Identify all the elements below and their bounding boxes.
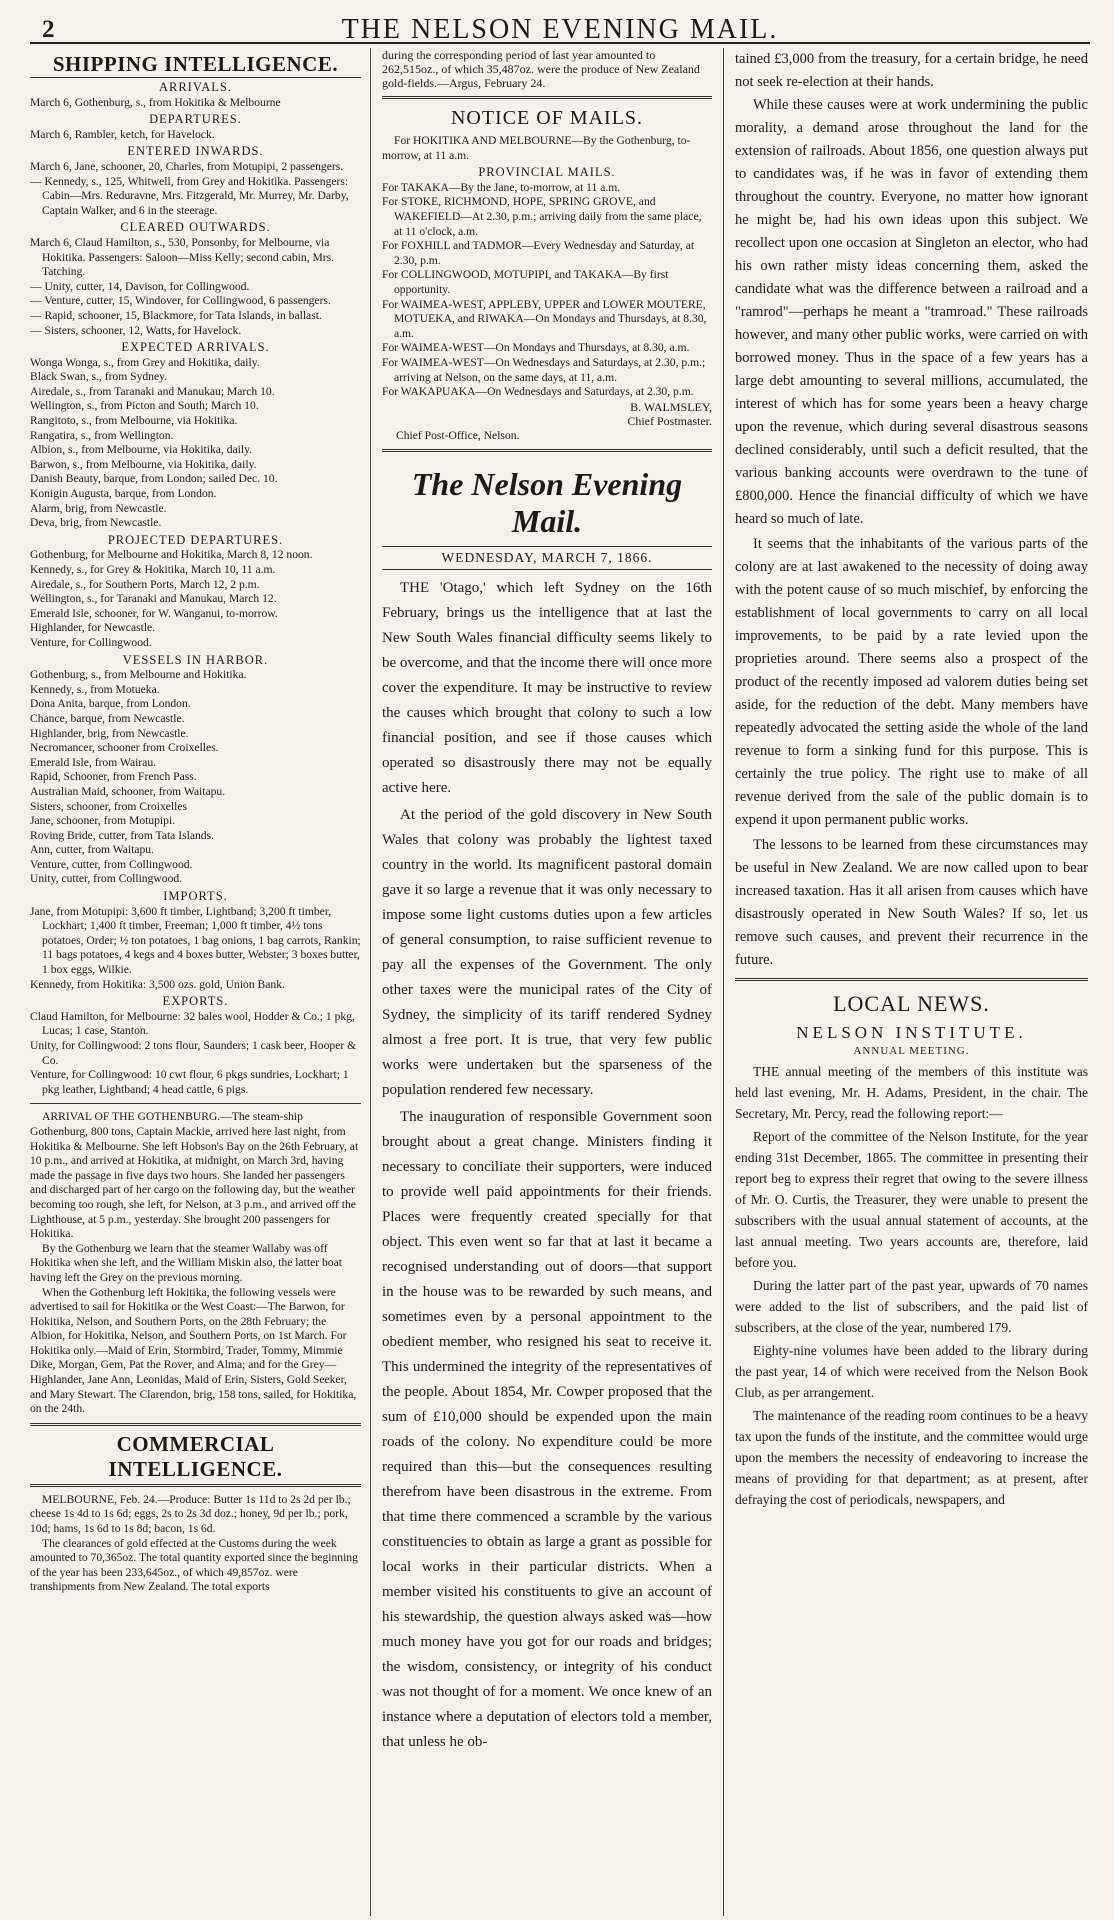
expected-entry: Barwon, s., from Melbourne, via Hokitika, daily. [30,457,257,471]
import-entry: Kennedy, from Hokitika: 3,500 ozs. gold, Union Bank. [30,977,285,991]
expected-entry: Rangitoto, s., from Melbourne, via Hokitika. [30,414,238,428]
imports-head: IMPORTS. [163,889,228,904]
expected-entry: Wonga Wonga, s., from Grey and Hokitika, daily. [30,355,260,369]
vessel-entry: Gothenburg, s., from Melbourne and Hokitika. [30,668,247,682]
shipping-title: SHIPPING INTELLIGENCE. [30,52,361,78]
vessel-entry: Highlander, brig, from Newcastle. [30,726,189,740]
gothenburg-arrival-paragraph: ARRIVAL OF THE GOTHENBURG.—The steam-ship Gothenburg, 800 tons, Captain Mackie, arrived here last night, from Hokitika & Melbourne. She left Hobson's Bay on the 26th February, at 10 p.m., and arrived at Hokitika, at midnight, on March 3rd, having made the passage in five days two hours. She landed her passengers and discharged part of her cargo on the following day, but the weather becoming too rough, she left, for Nelson, at 3 p.m., and arrived off the Lighthouse, at 5 p.m., yesterday. She brought 200 passengers for Hokitika. [30,1110,359,1241]
melbourne-produce-paragraph: MELBOURNE, Feb. 24.—Produce: Butter 1s 11d to 2s 2d per lb.; cheese 1s 4d to 1s 6d; eggs, 2s to 2s 3d doz.; honey, 9d per lb.; pork, 10d; hams, 1s 6d to 1s 8d; bacon, 1s 6d. [30,1492,351,1536]
vessels-head: VESSELS IN HARBOR. [122,652,269,667]
page-number: 2 [42,16,55,43]
provincial-mails-head: PROVINCIAL MAILS. [478,165,616,180]
export-entry: Claud Hamilton, for Melbourne: 32 bales wool, Hodder & Co.; 1 pkg, Lucas; 1 case, Stanton. [30,1009,355,1038]
editorial-paragraph: It seems that the inhabitants of the various parts of the colony are at last awakened to the necessity of doing away with the potent cause of so much mischief, by enforcing the establishment of local governments to carry on all local improvements, to be paid by a rate levied upon the proprieties around. There seems also a prospect of the product of the recently imposed ad valorem duties being set aside, for the reduction of the debt. Many members have repeatedly advocated the setting aside the whole of the land revenue to form a sinking fund for this purpose. This is certainly the true policy. The right use to make of all revenue derived from the sale of the public domain is to expend it upon permanent public works. [735,536,1088,828]
entered-entry: March 6, Jane, schooner, 20, Charles, from Motupipi, 2 passengers. [30,159,344,173]
editorial-paragraph: At the period of the gold discovery in New South Wales that colony was probably the lightest taxed country in the world. Its magnificent pastoral domain gave it so large a revenue that it was only necessary to impose some light customs duties upon a few articles of general consumption, to raise sufficient revenue to pay all the expenses of the Government. The only other taxes were the municipal rates of the City of Sydney, the simplicity of its tariff rendered Sydney almost a free port. It is true, that very few public works were undertaken but the sparseness of the population rendered few necessary. [382,807,712,1099]
vessel-entry: Australian Maid, schooner, from Waitapu. [30,784,226,798]
institute-title: NELSON INSTITUTE. [796,1023,1027,1042]
arrivals-head: ARRIVALS. [158,80,233,94]
projected-head: PROJECTED DEPARTURES. [107,532,284,547]
import-entry: Jane, from Motupipi: 3,600 ft timber, Lightband; 3,200 ft timber, Lockhart; 1,400 ft timber, Freeman; 1,000 ft timber, 4½ tons potatoes, Order; ½ ton potatoes, 1 bag onions, 1 bag carrots, Rankin; 11 bags potatoes, 4 kegs and 4 boxes butter, Webster; 3 boxes butter, 1 box eggs, Wilkie. [30,904,361,977]
projected-entry: Venture, for Collingwood. [30,635,152,649]
expected-entry: Airedale, s., from Taranaki and Manukau; March 10. [30,384,275,398]
local-news-title: LOCAL NEWS. [833,991,990,1016]
export-entry: Unity, for Collingwood: 2 tons flour, Saunders; 1 cask beer, Hooper & Co. [30,1039,357,1067]
expected-entry: Deva, brig, from Newcastle. [30,516,162,530]
cleared-entry: — Rapid, schooner, 15, Blackmore, for Tata Islands, in ballast. [30,308,322,322]
mail-entry: For STOKE, RICHMOND, HOPE, SPRING GROVE, and WAKEFIELD—At 2.30, p.m.; arriving daily from the same place, at 11 o'clock, a.m. [382,195,702,238]
vessel-entry: Roving Bride, cutter, from Tata Islands. [30,828,214,842]
cleared-entry: — Unity, cutter, 14, Davison, for Collingwood. [30,279,250,293]
dateline: WEDNESDAY, MARCH 7, 1866. [382,546,712,570]
vessel-entry: Dona Anita, barque, from London. [30,697,191,711]
export-entry: Venture, for Collingwood: 10 cwt flour, 6 pkgs sundries, Lockhart; 1 pkg leather, Lightband; 4 head cattle, 6 pigs. [30,1068,349,1096]
editorial-continuation: tained £3,000 from the treasury, for a certain bridge, he need not seek re-election at their hands. [735,51,1088,90]
expected-entry: Rangatira, s., from Wellington. [30,428,174,442]
projected-entry: Gothenburg, for Melbourne and Hokitika, March 8, 12 noon. [30,548,313,562]
commercial-title: COMMERCIAL INTELLIGENCE. [108,1431,283,1481]
vessel-entry: Kennedy, s., from Motueka. [30,682,160,696]
exports-head: EXPORTS. [162,994,229,1009]
projected-entry: Kennedy, s., for Grey & Hokitika, March 10, 11 a.m. [30,563,276,576]
local-paragraph: During the latter part of the past year, upwards of 70 names were added to the list of subscribers, and the paid list of subscribers, at the close of the year, numbered 179. [735,1278,1088,1335]
vessel-entry: Venture, cutter, from Collingwood. [30,857,193,871]
argus-continuation: during the corresponding period of last year amounted to 262,515oz., of which 35,487oz. were the produce of New Zealand gold-fields.—Argus, February 24. [382,48,700,90]
departures-head: DEPARTURES. [149,112,242,127]
paper-title: The Nelson Evening Mail. [411,466,683,540]
cleared-entry: March 6, Claud Hamilton, s., 530, Ponsonby, for Melbourne, via Hokitika. Passengers: Saloon—Miss Kelly; second cabin, Mrs. Tatching. [30,235,335,279]
expected-head: EXPECTED ARRIVALS. [121,340,270,355]
gold-clearances-paragraph: The clearances of gold effected at the Customs during the week amounted to 70,365oz. The total quantity exported since the beginning of the year has been 233,645oz., of which 49,857oz. were transhipments from New Zealand. The total exports [30,1536,358,1594]
annual-meeting-head: ANNUAL MEETING. [853,1045,970,1057]
projected-entry: Highlander, for Newcastle. [30,621,156,635]
mail-notice-intro: For HOKITIKA AND MELBOURNE—By the Gothenburg, to-morrow, at 11 a.m. [382,134,691,162]
notice-of-mails-title: NOTICE OF MAILS. [450,107,644,129]
local-paragraph: The maintenance of the reading room continues to be a heavy tax upon the funds of the institute, and the committee would urge upon the members the necessity of endeavoring to increase the means of providing for that department; as at present, after defraying the cost of periodicals, newspapers, and [735,1408,1088,1507]
expected-entry: Albion, s., from Melbourne, via Hokitika, daily. [30,443,253,457]
projected-entry: Wellington, s., for Taranaki and Manukau, March 12. [30,592,277,606]
editorial-paragraph: THE 'Otago,' which left Sydney on the 16th February, brings us the intelligence that at last the New South Wales financial difficulty seems likely to be overcome, and that the income there will once more cover the expenditure. It may be instructive to review the causes which brought that colony to such a low financial position, and see if those causes which operated so disastrously there may not be equally active here. [382,580,712,797]
columns [30,48,1090,1916]
mail-entry: For COLLINGWOOD, MOTUPIPI, and TAKAKA—By first opportunity. [382,268,669,296]
vessel-entry: Necromancer, schooner from Croixelles. [30,741,219,755]
mail-entry: For WAKAPUAKA—On Wednesdays and Saturdays, at 2.30, p.m. [382,385,694,399]
local-paragraph: Eighty-nine volumes have been added to the library during the past year, 14 of which were received from the Nelson Book Club, as per arrangement. [735,1343,1088,1400]
mail-entry: For TAKAKA—By the Jane, to-morrow, at 11 a.m. [382,180,621,194]
vessel-entry: Rapid, Schooner, from French Pass. [30,770,197,784]
vessel-entry: Unity, cutter, from Collingwood. [30,872,183,886]
local-paragraph: Report of the committee of the Nelson Institute, for the year ending 31st December, 1865. The committee in presenting their report beg to express their regret that owing to the severe illness of Mr. O. Curtis, the Treasurer, they were unable to present the subscribers with the usual annual statement of accounts, at the last annual meeting. Two years accounts are, therefore, laid before you. [735,1129,1088,1270]
vessel-entry: Jane, schooner, from Motupipi. [30,814,176,828]
entered-head: ENTERED INWARDS. [127,144,264,159]
projected-entry: Airedale, s., for Southern Ports, March 12, 2 p.m. [30,577,260,591]
vessel-entry: Sisters, schooner, from Croixelles [30,799,187,813]
advertised-vessels-paragraph: When the Gothenburg left Hokitika, the following vessels were advertised to sail for Hokitika or the West Coast:—The Barwon, for Hokitika, Nelson, and Southern Ports, on the 28th February; the Albion, for Hokitika, Nelson, and Southern Ports, on 1st March. For Hokitika only.—Maid of Erin, Stormbird, Trader, Tommy, Mimmie Dike, Morgan, Gem, Pat the Rover, and Alma; and for the Grey—Highlander, Jane Ann, Leonidas, Maid of Erin, Sisters, Gold Seeker, and Mary Stewart. The Clarendon, brig, 158 tons, sailed, for Hokitika, on the 24th. [30,1285,357,1416]
local-paragraph: THE annual meeting of the members of this institute was held last evening, Mr. H. Adams, President, in the chair. The Secretary, Mr. Percy, read the following report:— [735,1064,1088,1121]
vessel-entry: Emerald Isle, from Wairau. [30,755,157,769]
postmaster-name: B. WALMSLEY, [630,399,712,414]
vessel-entry: Ann, cutter, from Waitapu. [30,843,154,857]
entered-entry: — Kennedy, s., 125, Whitwell, from Grey and Hokitika. Passengers: Cabin—Mrs. Reduravne, Mrs. Fitzgerald, Mr. Murrey, Mr. Darby, Captain Walker, and 6 in the steerage. [30,174,349,217]
expected-entry: Danish Beauty, barque, from London; sailed Dec. 10. [30,472,278,486]
cleared-entry: — Sisters, schooner, 12, Watts, for Havelock. [30,323,242,337]
mail-entry: For WAIMEA-WEST, APPLEBY, UPPER and LOWER MOUTERE, MOTUEKA, and RIWAKA—On Mondays and Thursdays, at 8.30, a.m. [382,297,707,340]
cleared-head: CLEARED OUTWARDS. [120,220,271,235]
expected-entry: Wellington, s., from Picton and South; March 10. [30,399,259,413]
expected-entry: Black Swan, s., from Sydney. [30,370,168,384]
masthead [30,12,1090,44]
column-editorial [370,48,724,1916]
departure-entry: March 6, Rambler, ketch, for Havelock. [30,127,215,141]
editorial-paragraph: The lessons to be learned from these circumstances may be useful in New Zealand. We are now called upon to bear increased taxation. Has it all arisen from causes which have disastrously operated in New South Wales? If so, let us remove such causes, and prevent their recurrence in the future. [735,837,1088,968]
editorial-paragraph: While these causes were at work undermining the public morality, a demand arose throughout the land for the extension of railroads. About 1856, one question always put to candidates was, if he was in favor of extending them throughout the country. Everyone, no matter how ignorant he might be, had his own ideas upon this subject. We recollect upon one occasion at Singleton an elector, who had his own rather misty ideas concerning them, asked the candidate what was the difference between a railroad and a "ramrod"—perhaps he meant a "tramroad." These railroads however, and many other public works, were carried on with borrowed money. Thus in the space of a few years has a large debt amounting to several millions, accumulated, the interest of which has for some years been a heavy charge upon the revenue, which during several disastrous seasons declined considerably, until such a deficit resulted, that the various banking accounts were overdrawn to the tune of £800,000. Hence the financial difficulty of which we have heard so much of late. [735,97,1088,527]
mail-entry: For FOXHILL and TADMOR—Every Wednesday and Saturday, at 2.30, p.m. [382,239,695,267]
mail-entry: For WAIMEA-WEST—On Wednesdays and Saturdays, at 2.30, p.m.; arriving at Nelson, on the same days, at 11, a.m. [382,355,706,384]
wallaby-paragraph: By the Gothenburg we learn that the steamer Wallaby was off Hokitika when she left, and the William Miskin also, the latter boat having left the Grey on the previous morning. [30,1241,342,1284]
column-local [724,48,1088,1916]
expected-entry: Konigin Augusta, barque, from London. [30,487,217,501]
arrival-entry: March 6, Gothenburg, s., from Hokitika & Melbourne [30,95,281,109]
post-office: Chief Post-Office, Nelson. [396,428,520,442]
newspaper-title: THE NELSON EVENING MAIL. [341,14,779,45]
vessel-entry: Chance, barque, from Newcastle. [30,711,185,725]
column-shipping [30,48,370,1916]
expected-entry: Alarm, brig, from Newcastle. [30,501,167,515]
cleared-entry: — Venture, cutter, 15, Windover, for Collingwood, 6 passengers. [30,294,331,308]
mail-entry: For WAIMEA-WEST—On Mondays and Thursdays, at 8.30, a.m. [382,341,690,355]
editorial-paragraph: The inauguration of responsible Government soon brought about a great change. Ministers finding it necessary to conciliate their supporters, were induced to provide well paid appointments for their friends. Places were frequently created specially for that object. This even went so far that at last it became a recognised understanding out of doors—that support in the house was to be rewarded by such means, and sometimes even by a personal appointment to the obedient member, who resigned his seat to receive it. This undermined the integrity of the representatives of the people. About 1854, Mr. Cowper proposed that the sum of £10,000 should be expended upon the main roads of the colony. No expenditure could be more required than this—but the consequences resulting therefrom have been disastrous in the extreme. From that time there commenced a scramble by the various constituencies to obtain as large a grant as possible for local works in their particular districts. When a member visited his constituents to give an account of his stewardship, the question always asked was—how much money have you got for our roads and bridges; the wisdom, consistency, or integrity of his conduct was not thought of for a moment. We once knew of an instance where a deputation of electors told a member, that unless he ob- [382,1109,712,1751]
projected-entry: Emerald Isle, schooner, for W. Wanganui, to-morrow. [30,606,278,620]
postmaster-title: Chief Postmaster. [627,414,712,429]
